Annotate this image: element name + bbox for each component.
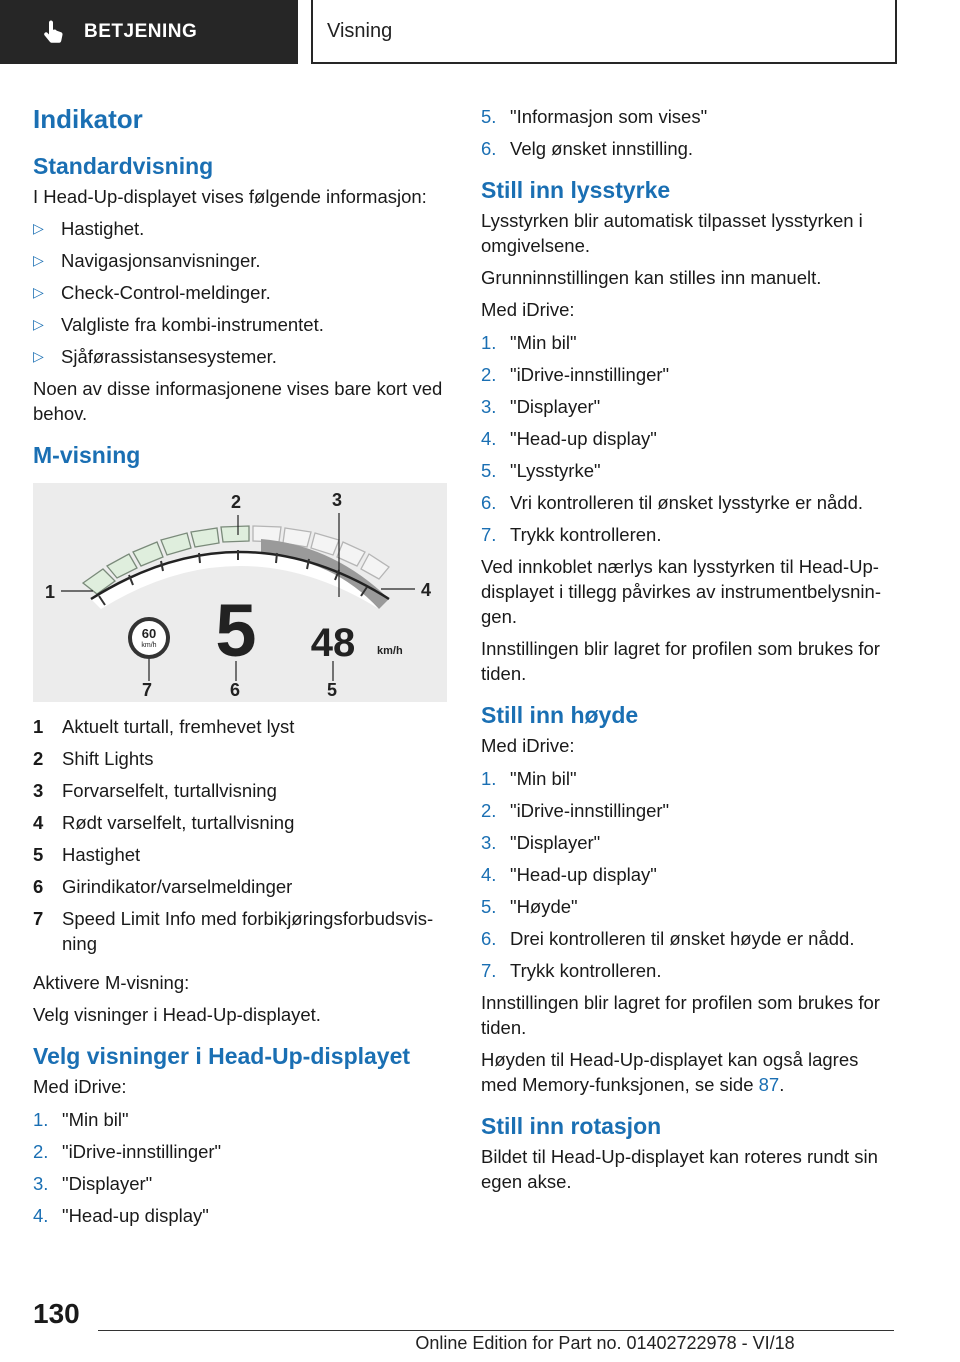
bright-p1: Lysstyrken blir automatisk tilpasset lysstyrken i omgivelsene. bbox=[481, 210, 863, 256]
legend-item: 3 Forvarselfelt, turtallvisning bbox=[33, 780, 277, 801]
list-item: 3. "Displayer" bbox=[33, 1173, 153, 1194]
callout-2: 2 bbox=[231, 492, 242, 512]
bright-p2: Grunninnstillingen kan stilles inn manuelt. bbox=[481, 267, 822, 288]
list-item: 2. "iDrive-innstillinger" bbox=[481, 800, 670, 821]
m-activate: Aktivere M-visning: bbox=[33, 972, 190, 993]
hand-pointer-icon bbox=[40, 19, 66, 45]
m-activate-2: Velg visninger i Head-Up-displayet. bbox=[33, 1004, 321, 1025]
legend-item: 7 Speed Limit Info med forbikjøringsforbudsvisning bbox=[33, 908, 434, 954]
list-item: 3. "Displayer" bbox=[481, 396, 601, 417]
height-p2: Høyden til Head-Up-displayet kan også lagres med Memory-funksjonen, se side 87. bbox=[481, 1049, 859, 1095]
bright-p4: Innstillingen blir lagret for profilen som brukes for tiden. bbox=[481, 638, 880, 684]
list-item: 4. "Head-up display" bbox=[33, 1205, 209, 1226]
legend-item: 4 Rødt varselfelt, turtallvisning bbox=[33, 812, 295, 833]
callout-5: 5 bbox=[327, 680, 338, 700]
page-link-87[interactable]: 87 bbox=[758, 1074, 780, 1095]
list-item: 1. "Min bil" bbox=[481, 332, 577, 353]
legend-item: 2 Shift Lights bbox=[33, 748, 154, 769]
left-column bbox=[33, 100, 449, 1235]
legend-item: 6 Girindikator/varselmeldinger bbox=[33, 876, 293, 897]
callout-4: 4 bbox=[421, 580, 432, 600]
callout-3: 3 bbox=[332, 490, 343, 510]
list-item: ▷ Hastighet. bbox=[33, 218, 145, 239]
chapter-tab[interactable] bbox=[311, 0, 897, 64]
callout-1: 1 bbox=[45, 582, 56, 602]
heading-hoyde: Still inn høyde bbox=[481, 702, 639, 728]
select-intro: Med iDrive: bbox=[33, 1076, 127, 1097]
heading-lysstyrke: Still inn lysstyrke bbox=[481, 177, 671, 203]
list-item: 4. "Head-up display" bbox=[481, 864, 657, 885]
rot-p1: Bildet til Head-Up-displayet kan roteres rundt sin egen akse. bbox=[481, 1146, 878, 1192]
list-item: 6. Drei kontrolleren til ønsket høyde er nådd. bbox=[481, 928, 855, 949]
m-visning-diagram bbox=[33, 483, 447, 702]
bright-intro: Med iDrive: bbox=[481, 299, 575, 320]
list-item: 2. "iDrive-innstillinger" bbox=[33, 1141, 222, 1162]
list-item: 2. "iDrive-innstillinger" bbox=[481, 364, 670, 385]
bright-p3: Ved innkoblet nærlys kan lysstyrken til Head-Up-displayet i tillegg påvirkes av instrumentbelysningen. bbox=[481, 556, 882, 627]
section-label: BETJENING bbox=[84, 21, 198, 42]
select-steps-cont bbox=[481, 104, 893, 161]
list-item: 5. "Høyde" bbox=[481, 896, 578, 917]
list-item: ▷ Sjåførassistansesystemer. bbox=[33, 346, 277, 367]
list-item: 4. "Head-up display" bbox=[481, 428, 657, 449]
triangle-bullet-icon: ▷ bbox=[33, 252, 44, 268]
list-item: 3. "Displayer" bbox=[481, 832, 601, 853]
footer-divider bbox=[98, 1330, 894, 1331]
height-p1: Innstillingen blir lagret for profilen som brukes for tiden. bbox=[481, 992, 880, 1038]
section-tab[interactable] bbox=[0, 0, 298, 64]
list-item: 6. Velg ønsket innstilling. bbox=[481, 138, 694, 159]
height-steps bbox=[481, 766, 893, 983]
height-intro: Med iDrive: bbox=[481, 735, 575, 756]
speed-limit-unit: km/h bbox=[141, 642, 157, 649]
list-item: 7. Trykk kontrolleren. bbox=[481, 524, 662, 545]
select-steps bbox=[33, 1107, 449, 1228]
list-item: 6. Vri kontrolleren til ønsket lysstyrke er nådd. bbox=[481, 492, 863, 513]
legend-item: 1 Aktuelt turtall, fremhevet lyst bbox=[33, 716, 295, 737]
triangle-bullet-icon: ▷ bbox=[33, 220, 44, 236]
heading-rotasjon: Still inn rotasjon bbox=[481, 1113, 662, 1139]
std-intro: I Head-Up-displayet vises følgende informasjon: bbox=[33, 186, 427, 207]
list-item: 1. "Min bil" bbox=[481, 768, 577, 789]
heading-standardvisning: Standardvisning bbox=[33, 153, 214, 179]
list-item: 5. "Informasjon som vises" bbox=[481, 106, 708, 127]
speed-unit: km/h bbox=[377, 645, 403, 657]
triangle-bullet-icon: ▷ bbox=[33, 284, 44, 300]
list-item: ▷ Valgliste fra kombi-instrumentet. bbox=[33, 314, 324, 335]
callout-7: 7 bbox=[142, 680, 153, 700]
list-item: 7. Trykk kontrolleren. bbox=[481, 960, 662, 981]
gear-indicator: 5 bbox=[215, 589, 257, 672]
bright-steps bbox=[481, 330, 893, 547]
list-item: 1. "Min bil" bbox=[33, 1109, 129, 1130]
std-note: Noen av disse informasjonene vises bare kort ved behov. bbox=[33, 378, 443, 424]
right-column bbox=[481, 100, 893, 1201]
figure-legend bbox=[33, 714, 449, 956]
page-number: 130 bbox=[33, 1298, 80, 1329]
speed-value: 48 bbox=[310, 621, 356, 665]
triangle-bullet-icon: ▷ bbox=[33, 316, 44, 332]
speed-limit-value: 60 bbox=[141, 626, 157, 641]
callout-6: 6 bbox=[230, 680, 241, 700]
page-header bbox=[0, 0, 960, 66]
heading-m-visning: M-visning bbox=[33, 442, 141, 468]
list-item: 5. "Lysstyrke" bbox=[481, 460, 601, 481]
list-item: ▷ Check-Control-meldinger. bbox=[33, 282, 271, 303]
footer-edition: Online Edition for Part no. 01402722978 - VI/18 bbox=[415, 1333, 795, 1353]
triangle-bullet-icon: ▷ bbox=[33, 348, 44, 364]
heading-indikator: Indikator bbox=[33, 104, 143, 134]
legend-item: 5 Hastighet bbox=[33, 844, 141, 865]
heading-velg-visninger: Velg visninger i Head-Up-displayet bbox=[33, 1043, 411, 1069]
m-visning-figure bbox=[33, 483, 447, 702]
std-list bbox=[33, 216, 449, 369]
chapter-label: Visning bbox=[327, 19, 393, 42]
list-item: ▷ Navigasjonsanvisninger. bbox=[33, 250, 261, 271]
